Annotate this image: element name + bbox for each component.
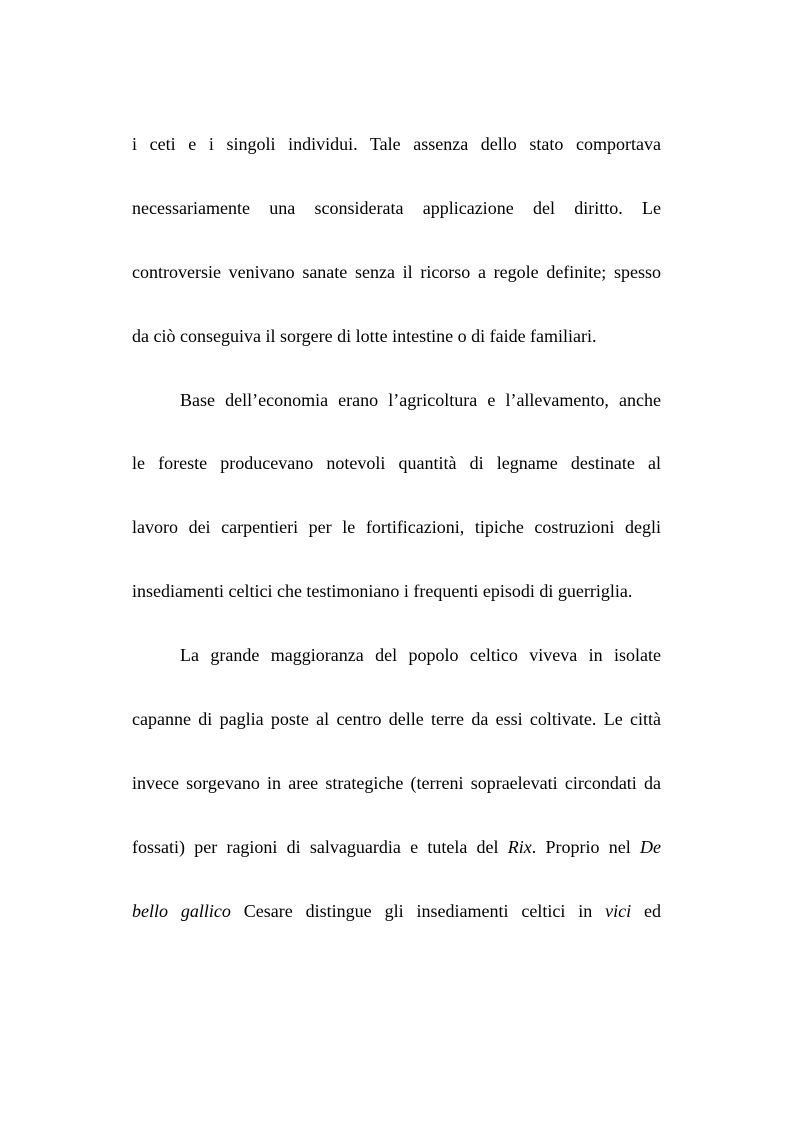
text-line: insediamenti celtici che testimoniano i frequenti episodi di guerriglia.	[132, 581, 633, 602]
text-line: invece sorgevano in aree strategiche (terreni sopraelevati circondati da	[132, 772, 661, 793]
text-line: da ciò conseguiva il sorgere di lotte intestine o di faide familiari.	[132, 325, 597, 346]
text-line: Base dell’economia erano l’agricoltura e l’allevamento, anche	[180, 389, 661, 410]
text-line: controversie venivano sanate senza il ricorso a regole definite; spesso	[132, 261, 661, 282]
italic-term: Rix	[507, 836, 532, 857]
text-segment: . Proprio nel	[531, 836, 640, 857]
text-segment: fossati) per ragioni di salvaguardia e tutela del	[132, 836, 508, 857]
text-line	[132, 891, 661, 955]
text-line: le foreste producevano notevoli quantità di legname destinate al	[132, 453, 661, 474]
text-line: lavoro dei carpentieri per le fortificazioni, tipiche costruzioni degli	[132, 517, 661, 538]
text-line	[132, 827, 661, 891]
text-segment: ed	[631, 900, 661, 921]
text-line: La grande maggioranza del popolo celtico viveva in isolate	[180, 645, 661, 666]
italic-term: vici	[605, 900, 632, 921]
italic-term: De	[639, 836, 661, 857]
text-line: capanne di paglia poste al centro delle terre da essi coltivate. Le città	[132, 709, 661, 730]
text-line: necessariamente una sconsiderata applicazione del diritto. Le	[132, 197, 661, 218]
body-text	[132, 124, 661, 955]
text-segment: Cesare distingue gli insediamenti celtici in	[230, 900, 606, 921]
text-line: i ceti e i singoli individui. Tale assenza dello stato comportava	[132, 134, 661, 154]
italic-term: bello gallico	[132, 900, 231, 921]
